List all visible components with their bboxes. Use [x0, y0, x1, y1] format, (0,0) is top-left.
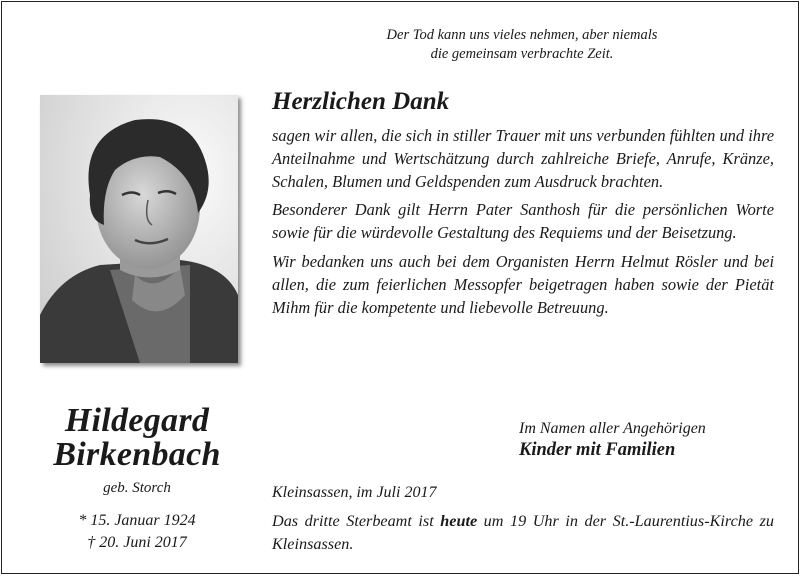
mass-notice: [272, 510, 774, 555]
deceased-name: [22, 404, 252, 472]
memorial-quote: [332, 26, 712, 64]
signature-line-2: Kinder mit Familien: [519, 440, 676, 460]
death-date: † 20. Juni 2017: [87, 534, 187, 551]
portrait-photo: [40, 95, 238, 363]
signature-line-1: Im Namen aller Angehörigen: [519, 420, 706, 437]
thanks-heading: Herzlichen Dank: [272, 88, 450, 115]
notice-text-before: Das dritte Sterbeamt ist: [272, 512, 441, 530]
thanks-paragraph-2: Besonderer Dank gilt Herrn Pater Santhosh für die persönlichen Worte sowie für die würdevolle Gestaltung des Requiems und der Beisetzung.: [272, 200, 774, 243]
thanks-paragraph-3: Wir bedanken uns auch bei dem Organisten Herrn Helmut Rösler und bei allen, die zum feierlichen Messopfer beigetragen haben sowie der Pietät Mihm für die kompetente und liebevolle Betreuung.: [272, 251, 774, 317]
thanks-paragraph-1: sagen wir allen, die sich in stiller Trauer mit uns verbunden fühlten und ihre Anteilnahme und Wertschätzung durch zahlreiche Briefe, Anrufe, Kränze, Schalen, Blumen und Geldspenden zum Ausdruck brachten.: [272, 126, 774, 191]
birth-name: geb. Storch: [103, 480, 171, 496]
last-name: Birkenbach: [53, 436, 221, 473]
first-name: Hildegard: [64, 402, 210, 439]
thanks-text: [272, 125, 774, 325]
signature: [519, 420, 789, 461]
quote-line-1: Der Tod kann uns vieles nehmen, aber niemals: [386, 27, 658, 43]
life-dates: [22, 510, 252, 554]
quote-line-2: die gemeinsam verbrachte Zeit.: [430, 46, 614, 62]
obituary-notice: [1, 1, 799, 574]
birth-date: * 15. Januar 1924: [78, 512, 196, 529]
place-date: Kleinsassen, im Juli 2017: [272, 484, 437, 501]
notice-emphasis: heute: [440, 512, 478, 530]
notice-text-after: um 19 Uhr in der St.-Laurentius-Kirche zu Kleinsassen.: [272, 512, 774, 553]
